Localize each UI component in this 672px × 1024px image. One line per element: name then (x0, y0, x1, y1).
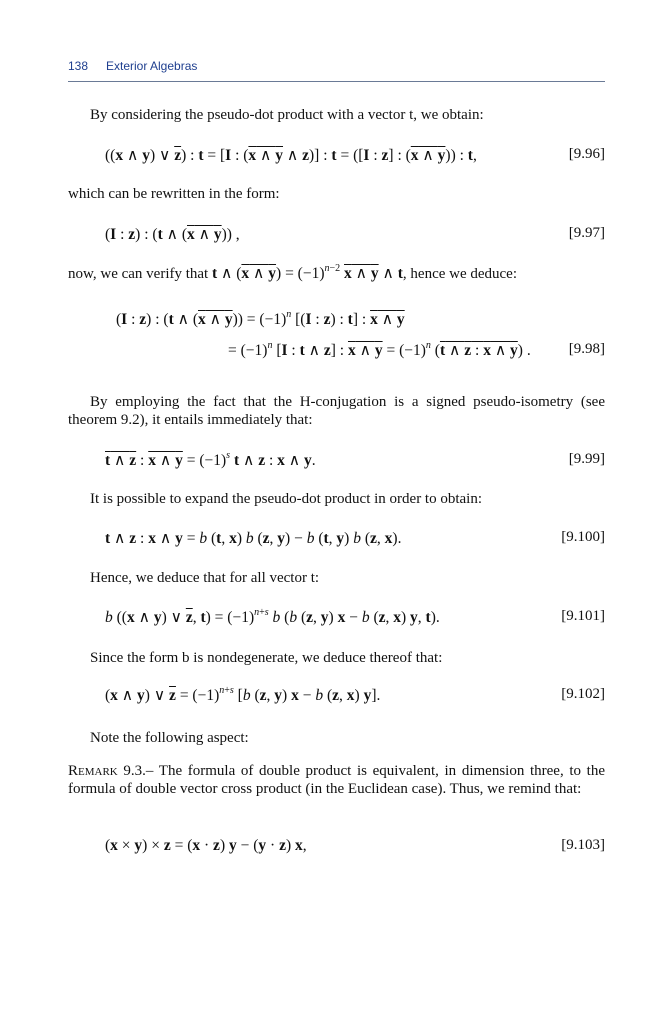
equation-9-100: t ∧ z : x ∧ y = b (t, x) b (z, y) − b (t, y) b (z, x). [9.100] (105, 529, 605, 547)
equation-number: [9.102] (561, 686, 605, 702)
equation-9-101: b ((x ∧ y) ∨ $\overline{z}$, $t) = (-1)^{n+s}$ b (b (z, y) x − b (z, x) y, t). [9.101] (105, 607, 605, 626)
remark-label: Remark 9.3.– (68, 763, 154, 779)
equation-9-97: (I : z) : (t ∧ (x ∧ y)) , [9.97] (105, 225, 605, 243)
paragraph-5: It is possible to expand the pseudo-dot product in order to obtain: (90, 491, 483, 507)
equation-number: [9.99] (568, 451, 605, 467)
equation-9-102: (x ∧ y) ∨ $\overline{z} = (-1)^{n+s}$ [b (z, y) x − b (z, x) y]. [9.102] (105, 685, 605, 704)
remark-9-3: Remark 9.3.– The formula of double product is equivalent, in dimension three, to the formula of double vector cross product (in the Euclidean case). Thus, we remind that: (68, 763, 606, 797)
chapter-title: Exterior Algebras (106, 59, 198, 73)
equation-9-103: (x × y) × z = (x · z) y − (y · z) x, [9.103] (105, 837, 605, 854)
equation-number: [9.96] (568, 146, 605, 162)
paragraph-2: which can be rewritten in the form: (68, 186, 280, 202)
equation-9-98-line-2: = $(-1)^n$ [I : t ∧ z] : x ∧ $y = (-1)^n$ (t ∧ z : x ∧ y) . [9.98] (228, 340, 605, 359)
equation-9-96: ((x ∧ y) ∨ $\overline{z}$) : t = [I : (x ∧ y ∧ z)] : t = ([I : z] : (x ∧ y)) : t, [9.96] (105, 146, 605, 164)
equation-number: [9.103] (561, 837, 605, 853)
paragraph-7: Since the form b is nondegenerate, we deduce thereof that: (90, 650, 443, 666)
paragraph-8: Note the following aspect: (90, 730, 249, 746)
paragraph-4: By employing the fact that the H-conjugation is a signed pseudo-isometry (see theorem 9.2), it entails immediately that: (68, 394, 605, 428)
running-header (68, 57, 605, 82)
equation-9-98-line-1: (I : z) : (t ∧ (x ∧ $y)) = (-1)^n$ [(I : z) : t] : x ∧ y (116, 309, 405, 328)
equation-number: [9.97] (568, 225, 605, 241)
equation-number: [9.101] (561, 608, 605, 624)
equation-9-99: t ∧ z : x ∧ $y = (-1)^s$ t ∧ z : x ∧ y. [9.99] (105, 450, 605, 469)
page-number: 138 (68, 59, 89, 73)
paragraph-1: By considering the pseudo-dot product with a vector t, we obtain: (90, 107, 484, 123)
equation-number: [9.98] (568, 341, 605, 357)
equation-number: [9.100] (561, 529, 605, 545)
paragraph-6: Hence, we deduce that for all vector t: (90, 570, 320, 586)
paragraph-3: now, we can verify that t ∧ (x ∧ $y) = (-1)^{n-2}$ x ∧ y ∧ t, hence we deduce: (68, 263, 518, 282)
